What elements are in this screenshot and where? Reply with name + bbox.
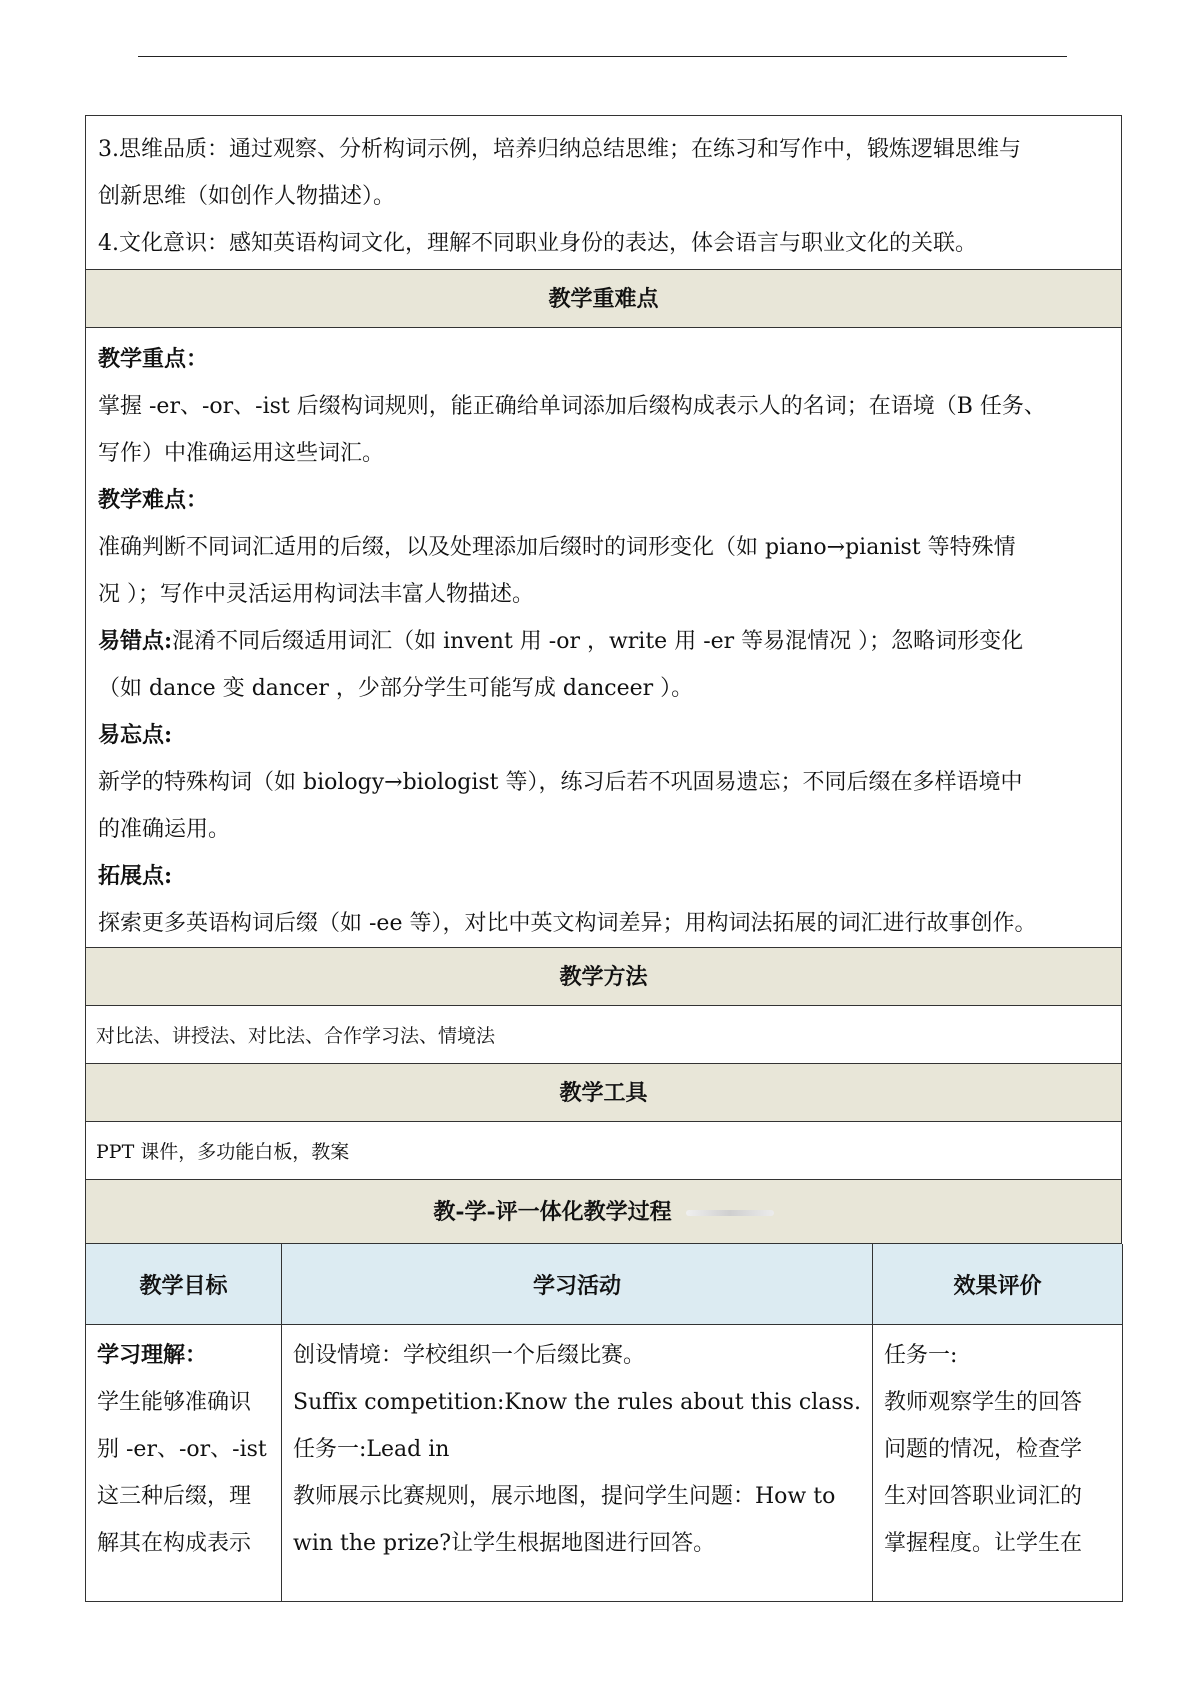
activity-line: 创设情境：学校组织一个后缀比赛。: [293, 1343, 646, 1368]
key-points-label: 教学重点：: [98, 346, 209, 372]
error-points-line1: 混淆不同后缀适用词汇（如 invent 用 -or ，write 用 -er 等易混情况 ）；忽略词形变化: [172, 629, 1024, 654]
tools-text: PPT 课件，多功能白板，教案: [85, 1122, 1122, 1180]
evaluation-line: 教师观察学生的回答: [884, 1390, 1083, 1415]
process-table: [85, 1244, 1123, 1602]
key-points-line2: 写作）中准确运用这些词汇。: [98, 441, 385, 466]
evaluation-line: 问题的情况，检查学: [884, 1437, 1083, 1462]
error-points-label: 易错点:: [98, 628, 173, 654]
watermark-mark: [686, 1210, 774, 1216]
table-row: [86, 1325, 1123, 1602]
key-difficulties-section: [85, 328, 1122, 948]
difficult-points-line1: 准确判断不同词汇适用的后缀，以及处理添加后缀时的词形变化（如 piano→pianist 等特殊情: [98, 535, 1016, 560]
error-points-line2: （如 dance 变 dancer ，少部分学生可能写成 danceer ）。: [98, 676, 694, 701]
objective-thinking-line1: 3.思维品质：通过观察、分析构词示例，培养归纳总结思维；在练习和写作中，锻炼逻辑思维与: [98, 137, 1021, 162]
key-difficulties-header: 教学重难点: [85, 270, 1122, 328]
evaluation-line: 任务一:: [884, 1343, 958, 1368]
goal-line: 学生能够准确识: [97, 1390, 252, 1415]
objective-thinking-line2: 创新思维（如创作人物描述）。: [98, 184, 396, 209]
key-points-line1: 掌握 -er、-or、-ist 后缀构词规则，能正确给单词添加后缀构成表示人的名词；在语境（B 任务、: [98, 394, 1046, 419]
objective-culture: 4.文化意识：感知英语构词文化，理解不同职业身份的表达，体会语言与职业文化的关联。: [98, 231, 977, 256]
extension-points-line1: 探索更多英语构词后缀（如 -ee 等），对比中英文构词差异；用构词法拓展的词汇进行故事创作。: [98, 911, 1037, 936]
activity-line: 任务一:Lead in: [293, 1437, 450, 1462]
process-header: [85, 1180, 1122, 1244]
difficult-points-line2: 况 ）；写作中灵活运用构词法丰富人物描述。: [98, 582, 534, 607]
evaluation-line: 掌握程度。让学生在: [884, 1531, 1083, 1556]
forget-points-line2: 的准确运用。: [98, 817, 231, 842]
activity-line: win the prize?让学生根据地图进行回答。: [293, 1531, 716, 1556]
goal-line: 别 -er、-or、-ist: [97, 1437, 267, 1462]
forget-points-line1: 新学的特殊构词（如 biology→biologist 等），练习后若不巩固易遗忘；不同后缀在多样语境中: [98, 770, 1023, 795]
col-header-goal: 教学目标: [86, 1244, 282, 1325]
error-points: [98, 618, 1111, 665]
forget-points-label: 易忘点:: [98, 722, 173, 748]
col-header-evaluation: 效果评价: [873, 1244, 1123, 1325]
process-header-title: 教-学-评一体化教学过程: [433, 1199, 672, 1225]
goal-line: 这三种后缀，理: [97, 1484, 252, 1509]
activity-cell: [282, 1325, 873, 1602]
methods-text: 对比法、讲授法、对比法、合作学习法、情境法: [85, 1006, 1122, 1064]
methods-header: 教学方法: [85, 948, 1122, 1006]
activity-line: 教师展示比赛规则，展示地图，提问学生问题：How to: [293, 1484, 836, 1509]
goal-cell: [86, 1325, 282, 1602]
lesson-plan-document: [85, 115, 1122, 1602]
process-table-header-row: [86, 1244, 1123, 1325]
difficult-points-label: 教学难点：: [98, 487, 209, 513]
goal-line: 解其在构成表示: [97, 1531, 252, 1556]
goal-label: 学习理解：: [97, 1342, 208, 1368]
evaluation-cell: [873, 1325, 1123, 1602]
objectives-continued: [85, 115, 1122, 270]
header-rule: [138, 56, 1067, 57]
activity-line: Suffix competition:Know the rules about this class.: [293, 1390, 861, 1415]
evaluation-line: 生对回答职业词汇的: [884, 1484, 1083, 1509]
tools-header: 教学工具: [85, 1064, 1122, 1122]
col-header-activity: 学习活动: [282, 1244, 873, 1325]
extension-points-label: 拓展点:: [98, 863, 173, 889]
